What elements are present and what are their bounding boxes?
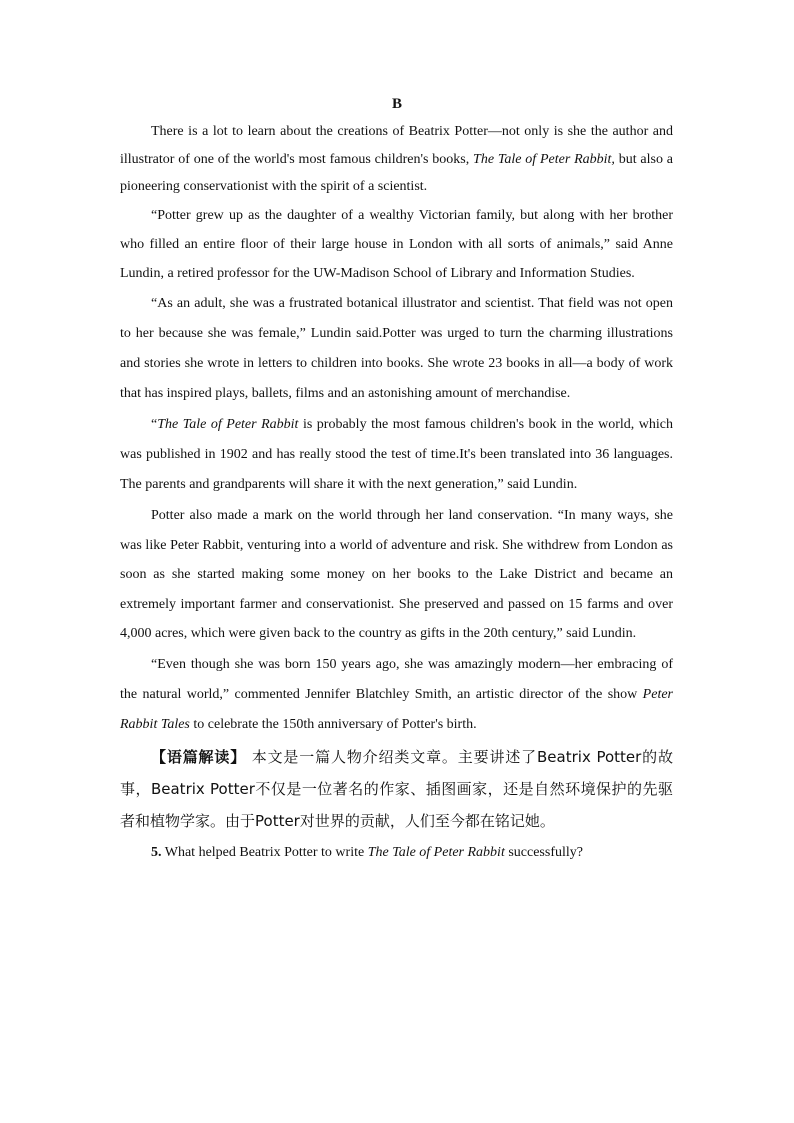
reading-guide-label: 【语篇解读】 (151, 748, 247, 767)
question-text-b: successfully? (504, 845, 583, 861)
paragraph-6 (120, 650, 673, 739)
paragraph-2: “Potter grew up as the daughter of a wealthy Victorian family, but along with her brother who filled an entire floor of their large house in London with all sorts of animals,” said Anne Lundin, a retired professor for the UW-Madison School of Library and Information Studies. (120, 207, 673, 282)
paragraph-6-text-a: “Even though she was born 150 years ago, she was amazingly modern—her embracing of the natural world,” commented Jennifer Blatchley Smith, an artistic director of the show (120, 656, 673, 702)
question-book-title: The Tale of Peter Rabbit (367, 845, 505, 861)
paragraph-6-text-b: to celebrate the 150th anniversary of Potter's birth. (189, 716, 477, 732)
paragraph-3: “As an adult, she was a frustrated botanical illustrator and scientist. That field was not open to her because she was female,” Lundin said.Potter was urged to turn the charming illustrations and stories she wrote in letters to children into books. She wrote 23 books in all—a body of work that has inspired plays, ballets, films and an astonishing amount of merchandise. (120, 296, 673, 401)
book-title: The Tale of Peter Rabbit (157, 416, 299, 432)
paragraph-4 (120, 410, 673, 501)
reading-guide-text: 本文是一篇人物介绍类文章。主要讲述了Beatrix Potter的故事，Beatrix Potter不仅是一位著名的作家、插图画家，还是自然环境保护的先驱者和植物学家。由于Potter对世界的贡献，人们至今都在铭记她。 (120, 748, 673, 831)
paragraph-1 (120, 118, 673, 201)
show-title: Peter Rabbit Tales (120, 686, 673, 732)
question-text-a: What helped Beatrix Potter to write (161, 845, 368, 861)
book-title: The Tale of Peter Rabbit, (473, 151, 615, 167)
reading-guide (120, 741, 673, 837)
paragraph-4-text: is probably the most famous children's book in the world, which was published in 1902 and has really stood the test of time.It's been translated into 36 languages. The parents and grandparents will share it with the next generation,” said Lundin. (120, 416, 673, 493)
question-number: 5. (151, 845, 162, 861)
question-5 (120, 837, 673, 869)
paragraph-1-text-a: There is a lot to learn about the creations of Beatrix Potter—not only is she the author and illustrator of one of the world's most famous children's books, (120, 124, 673, 167)
section-heading: B (391, 96, 402, 112)
open-quote: “ (151, 416, 158, 432)
paragraph-1-text-b: but also a pioneering conservationist with the spirit of a scientist. (120, 151, 673, 194)
paragraph-5: Potter also made a mark on the world through her land conservation. “In many ways, she was like Peter Rabbit, venturing into a world of adventure and risk. She withdrew from London as soon as she started making some money on her books to the Lake District and became an extremely important farmer and conservationist. She preserved and passed on 15 farms and over 4,000 acres, which were given back to the country as gifts in the 20th century,” said Lundin. (120, 508, 673, 642)
passage-body (120, 118, 673, 869)
